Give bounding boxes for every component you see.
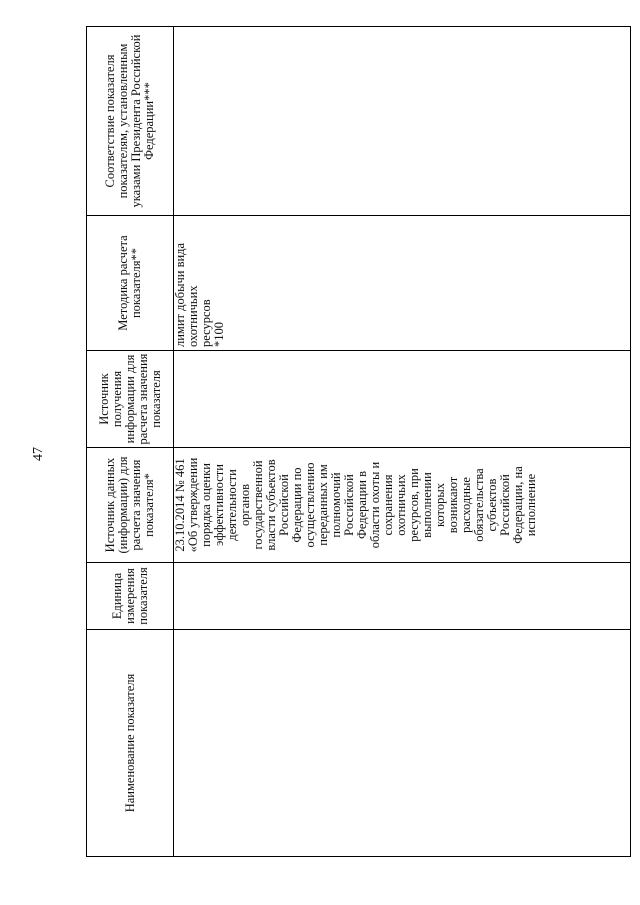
source-line: эффективности <box>212 464 226 546</box>
method-line: *100 <box>212 322 226 347</box>
cell-correspondence <box>174 27 631 216</box>
header-correspondence: Соответствие показателя показателям, установленным указами Президента Российской Федерации*** <box>87 27 174 216</box>
source-line: Федерации по <box>290 467 304 543</box>
source-line: власти субъектов <box>264 459 278 551</box>
header-method: Методика расчета показателя** <box>87 216 174 351</box>
source-line: государственной <box>251 460 265 550</box>
cell-indicator-name <box>174 630 631 857</box>
header-indicator-name: Наименование показателя <box>87 630 174 857</box>
source-line: исполнение <box>524 473 538 537</box>
table-row <box>174 27 631 857</box>
method-line: лимит добычи вида <box>173 242 187 347</box>
cell-info-source <box>174 351 631 448</box>
source-line: которых <box>433 483 447 527</box>
cell-method <box>174 216 631 351</box>
source-line: субъектов <box>485 478 499 532</box>
source-line: сохранения <box>381 474 395 536</box>
source-line: выполнении <box>420 472 434 538</box>
page-number: 47 <box>31 447 46 461</box>
source-line: деятельности <box>225 469 239 541</box>
source-line: Российской <box>342 474 356 536</box>
source-line: обязательства <box>472 468 486 542</box>
source-line: области охоты и <box>368 461 382 549</box>
source-line: Российской <box>277 474 291 536</box>
source-line: осуществлению <box>303 462 317 548</box>
rotated-table-container <box>86 34 630 857</box>
source-line: органов <box>238 483 252 527</box>
source-line: «Об утверждении <box>186 457 200 553</box>
indicator-table <box>86 26 631 857</box>
header-unit: Единица измерения показателя <box>87 563 174 630</box>
method-line: охотничьих <box>186 285 200 347</box>
source-line: возникают <box>446 476 460 534</box>
source-line: Федерации, на <box>511 466 525 544</box>
source-line: Российской <box>498 474 512 536</box>
header-data-source: Источник данных (информации) для расчета значения показателя* <box>87 448 174 563</box>
source-line: переданных им <box>316 464 330 546</box>
source-line: 23.10.2014 № 461 <box>173 458 187 552</box>
source-line: полномочий <box>329 472 343 538</box>
cell-unit <box>174 563 631 630</box>
source-line: охотничьих <box>394 474 408 536</box>
source-line: ресурсов, при <box>407 468 421 542</box>
source-line: порядка оценки <box>199 463 213 547</box>
table-header-row <box>87 27 174 857</box>
method-line: ресурсов <box>199 299 213 347</box>
source-line: Федерации в <box>355 470 369 540</box>
header-info-source: Источник получения информации для расчета значения показателя <box>87 351 174 448</box>
cell-data-source <box>174 448 631 563</box>
source-line: расходные <box>459 477 473 533</box>
